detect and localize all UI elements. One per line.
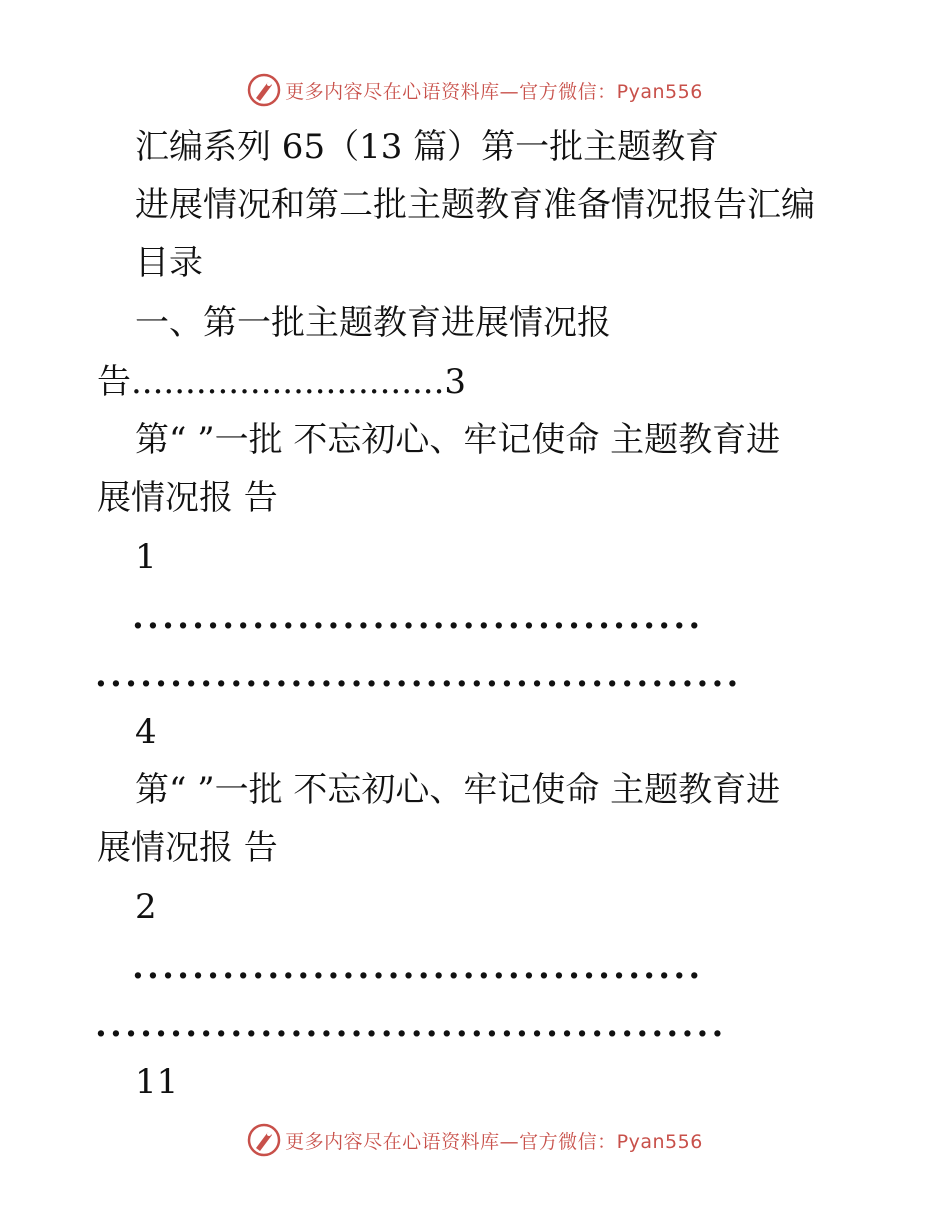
header-watermark-banner [0, 70, 950, 110]
toc-entry-1-leader-dots-cont: ........................................... [95, 655, 742, 695]
toc-entry-2-title-cont[interactable]: 展情况报 告 [97, 828, 278, 868]
toc-heading: 目录 [135, 243, 203, 283]
toc-entry-2-leader-dots-cont: .......................................... [95, 1005, 727, 1045]
toc-section-1-title-cont[interactable]: 告.............................3 [97, 362, 467, 402]
toc-entry-2-leader-dots: ...................................... [132, 947, 704, 987]
watermark-text: 更多内容尽在心语资料库—官方微信：Pyan556 [285, 80, 703, 103]
title-line-1: 汇编系列 65（13 篇）第一批主题教育 [135, 127, 720, 167]
toc-entry-2-title[interactable]: 第“ ”一批 不忘初心、牢记使命 主题教育进 [135, 770, 781, 810]
toc-entry-1-title-cont[interactable]: 展情况报 告 [97, 478, 278, 518]
toc-entry-1-number: 1 [135, 537, 157, 577]
pen-logo-icon [247, 1123, 281, 1157]
footer-watermark-banner [0, 1120, 950, 1160]
toc-entry-1-page-number: 4 [135, 712, 157, 752]
watermark-text: 更多内容尽在心语资料库—官方微信：Pyan556 [285, 1130, 703, 1153]
toc-section-1-title[interactable]: 一、第一批主题教育进展情况报 [135, 303, 611, 343]
toc-entry-1-title[interactable]: 第“ ”一批 不忘初心、牢记使命 主题教育进 [135, 420, 781, 460]
toc-entry-2-number: 2 [135, 887, 157, 927]
pen-logo-icon [247, 73, 281, 107]
toc-entry-2-page-number: 11 [135, 1062, 179, 1102]
title-line-2: 进展情况和第二批主题教育准备情况报告汇编 [135, 185, 815, 225]
toc-entry-1-leader-dots: ...................................... [132, 597, 704, 637]
